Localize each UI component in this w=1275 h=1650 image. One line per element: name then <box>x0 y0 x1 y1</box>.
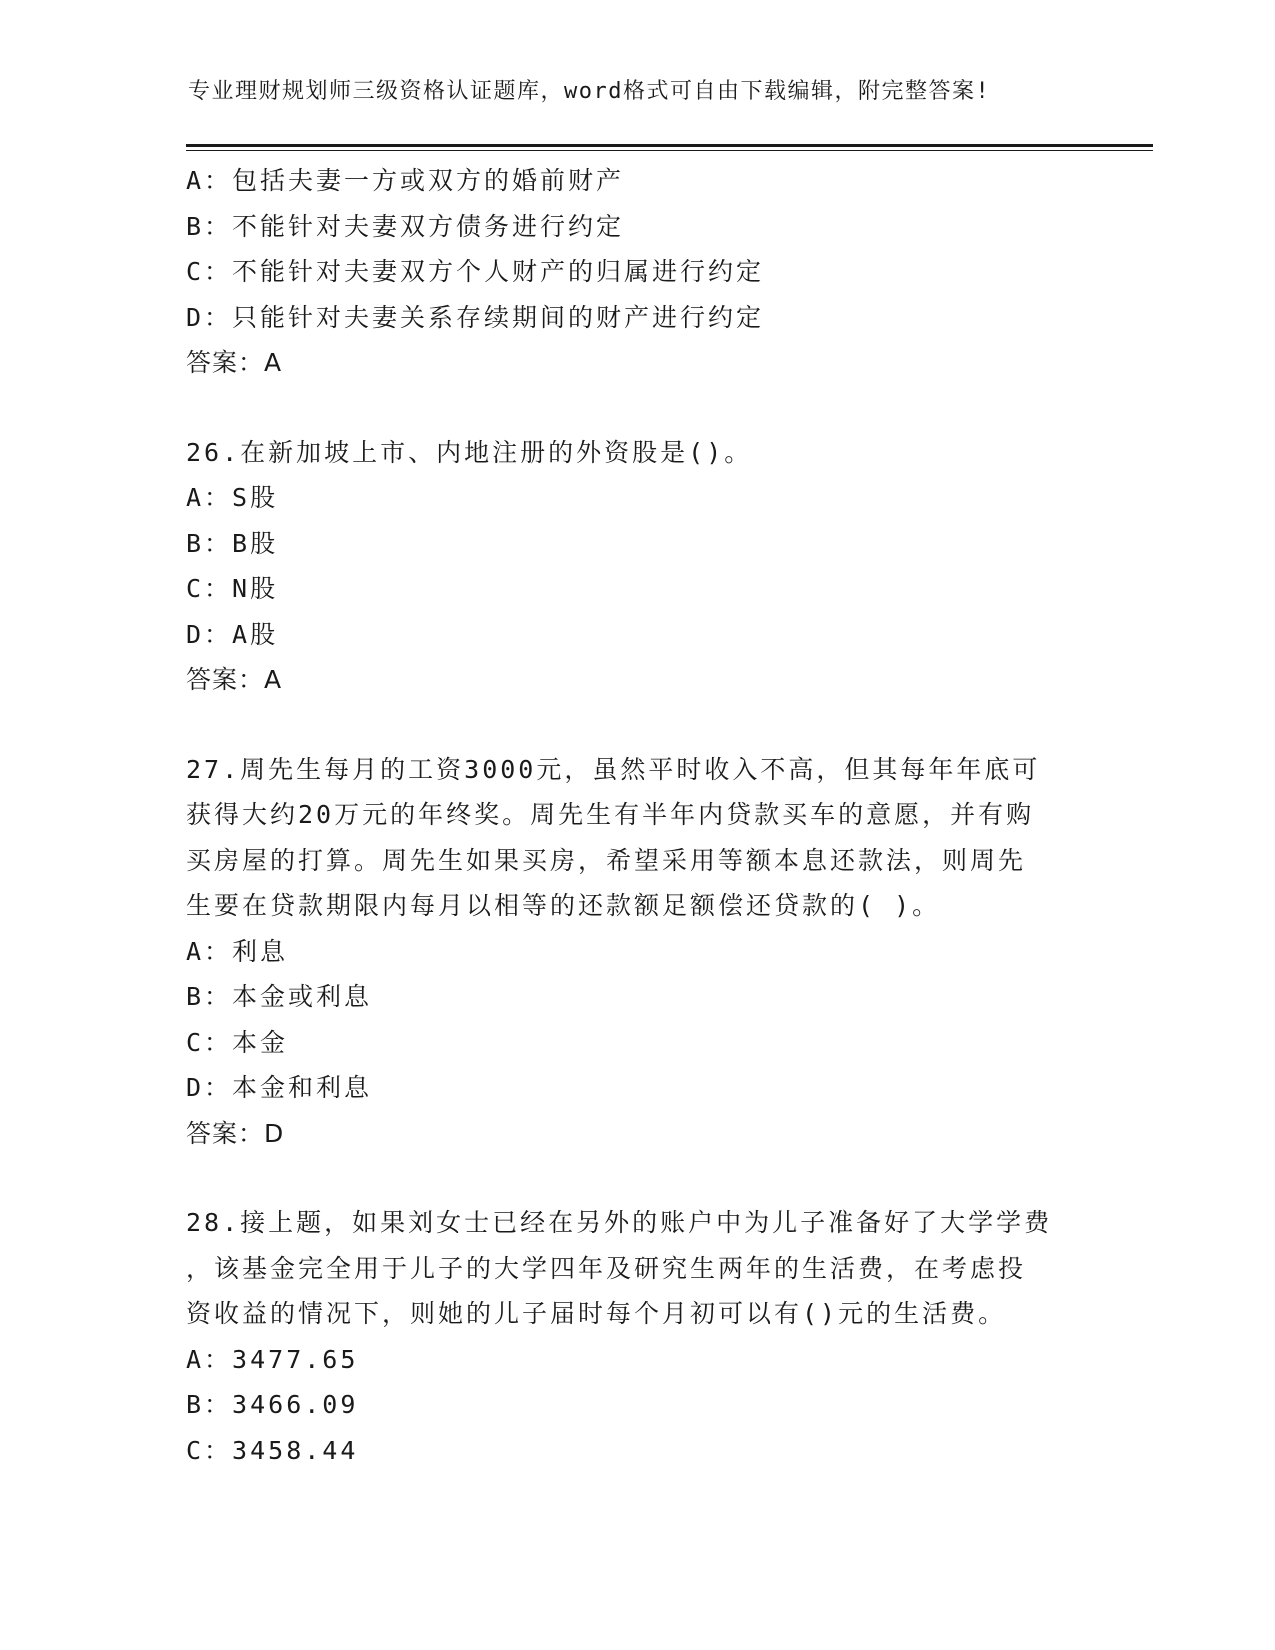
option-d: D：本金和利息 <box>186 1073 373 1102</box>
question-28 <box>186 1200 1086 1473</box>
option-a: A：S股 <box>186 483 279 512</box>
option-b: B：B股 <box>186 528 279 558</box>
question-26 <box>186 430 1086 703</box>
option-b: B：本金或利息 <box>186 982 373 1011</box>
option-a: A：包括夫妻一方或双方的婚前财产 <box>186 166 625 195</box>
option-c: C：本金 <box>186 1027 289 1057</box>
option-b: B：不能针对夫妻双方债务进行约定 <box>186 211 625 241</box>
answer: 答案：A <box>186 348 283 377</box>
spacer <box>186 1156 1086 1200</box>
option-a: A：3477.65 <box>186 1344 359 1374</box>
question-27 <box>186 747 1086 1157</box>
answer: 答案：A <box>186 665 283 694</box>
question-stem-line: ，该基金完全用于儿子的大学四年及研究生两年的生活费，在考虑投 <box>186 1253 1027 1283</box>
option-c: C：不能针对夫妻双方个人财产的归属进行约定 <box>186 257 765 286</box>
question-stem-line: 获得大约20万元的年终奖。周先生有半年内贷款买车的意愿，并有购 <box>186 800 1035 829</box>
question-list <box>186 158 1086 1473</box>
option-d: D：只能针对夫妻关系存续期间的财产进行约定 <box>186 302 765 332</box>
question-stem-line: 27.周先生每月的工资3000元，虽然平时收入不高，但其每年年底可 <box>186 754 1041 784</box>
answer: 答案：D <box>186 1118 285 1148</box>
option-c: C：N股 <box>186 574 279 603</box>
spacer <box>186 386 1086 430</box>
spacer <box>186 703 1086 747</box>
question-stem-line: 资收益的情况下，则她的儿子届时每个月初可以有()元的生活费。 <box>186 1299 1007 1328</box>
header-rule-thin <box>186 150 1153 151</box>
option-a: A：利息 <box>186 936 289 966</box>
question-stem-line: 买房屋的打算。周先生如果买房，希望采用等额本息还款法，则周先 <box>186 845 1027 875</box>
page-header: 专业理财规划师三级资格认证题库，word格式可自由下载编辑，附完整答案! <box>188 79 991 104</box>
question-25 <box>186 158 1086 386</box>
option-d: D：A股 <box>186 619 279 649</box>
option-c: C：3458.44 <box>186 1435 359 1465</box>
header-rule-thick <box>186 144 1153 147</box>
question-stem: 26.在新加坡上市、内地注册的外资股是()。 <box>186 437 753 467</box>
question-stem-line: 生要在贷款期限内每月以相等的还款额足额偿还贷款的( )。 <box>186 891 941 920</box>
question-stem-line: 28.接上题，如果刘女士已经在另外的账户中为儿子准备好了大学学费 <box>186 1208 1053 1237</box>
option-b: B：3466.09 <box>186 1390 359 1419</box>
